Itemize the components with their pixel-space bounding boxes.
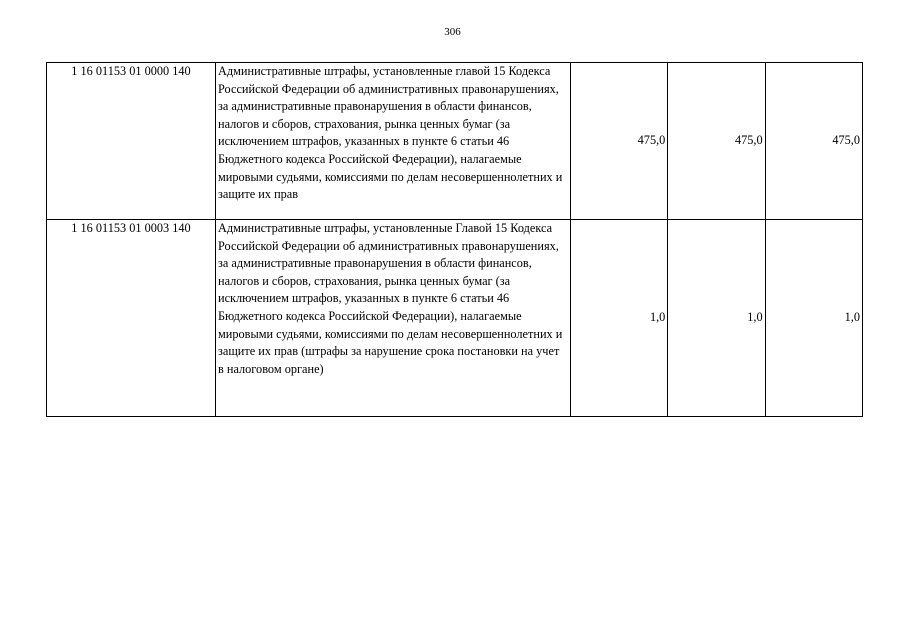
budget-table	[46, 62, 863, 417]
amount-cell-year-1: 475,0	[571, 63, 668, 220]
table-row	[47, 220, 863, 417]
amount-cell-year-3: 475,0	[765, 63, 862, 220]
description-cell: Административные штрафы, установленные главой 15 Кодекса Российской Федерации об административных правонарушениях, за административные правонарушения в области финансов, налогов и сборов, страхования, рынка ценных бумаг (за исключением штрафов, указанных в пункте 6 статьи 46 Бюджетного кодекса Российской Федерации), налагаемые мировыми судьями, комиссиями по делам несовершеннолетних и защите их прав	[216, 63, 571, 220]
amount-cell-year-1: 1,0	[571, 220, 668, 417]
amount-cell-year-2: 1,0	[668, 220, 765, 417]
revenue-code-cell: 1 16 01153 01 0003 140	[47, 220, 216, 417]
description-cell: Административные штрафы, установленные Главой 15 Кодекса Российской Федерации об административных правонарушениях, за административные правонарушения в области финансов, налогов и сборов, страхования, рынка ценных бумаг (за исключением штрафов, указанных в пункте 6 статьи 46 Бюджетного кодекса Российской Федерации), налагаемые мировыми судьями, комиссиями по делам несовершеннолетних и защите их прав (штрафы за нарушение срока постановки на учет в налоговом органе)	[216, 220, 571, 417]
table-row	[47, 63, 863, 220]
page-number: 306	[444, 26, 461, 38]
revenue-code-cell: 1 16 01153 01 0000 140	[47, 63, 216, 220]
amount-cell-year-3: 1,0	[765, 220, 862, 417]
amount-cell-year-2: 475,0	[668, 63, 765, 220]
